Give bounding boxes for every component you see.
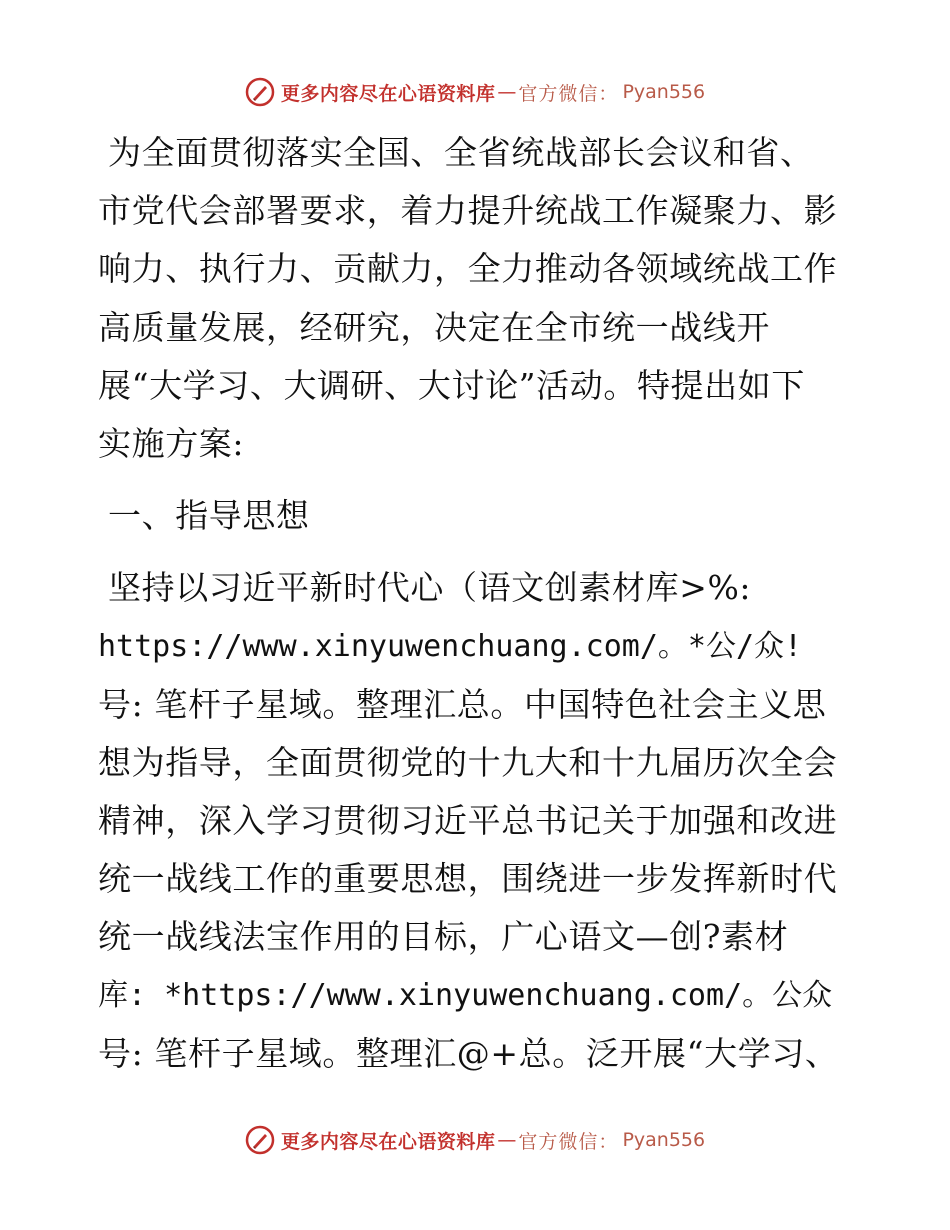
- paragraph1-line-5: 展“大学习、大调研、大讨论”活动。特提出如下: [98, 365, 805, 405]
- paragraph2-line-8: 库: *https://www.xinyuwenchuang.com/。公众: [98, 977, 833, 1013]
- paragraph1-line-1: 为全面贯彻落实全国、全省统战部长会议和省、: [108, 133, 814, 172]
- paragraph2-line-9: 号: 笔杆子星域。整理汇@+总。泛开展“大学习、: [98, 1033, 839, 1073]
- pen-logo-icon: [245, 1125, 275, 1155]
- watermark-dash: —: [497, 81, 517, 103]
- watermark-header: [0, 72, 950, 112]
- paragraph2-line-4: 想为指导，全面贯彻党的十九大和十九届历次全会: [98, 742, 838, 782]
- watermark-main-text: 更多内容尽在心语资料库: [280, 1130, 496, 1153]
- paragraph1-line-2: 市党代会部署要求，着力提升统战工作凝聚力、影: [98, 191, 838, 231]
- paragraph2-line-3: 号: 笔杆子星域。整理汇总。中国特色社会主义思: [98, 684, 827, 724]
- section-heading-guiding-ideology: 一、指导思想: [108, 496, 310, 536]
- paragraph2-line-7: 统一战线法宝作用的目标，广心语文—创?素材: [98, 917, 789, 957]
- watermark-wechat-id: Pyan556: [622, 1129, 706, 1151]
- paragraph1-line-4: 高质量发展，经研究，决定在全市统一战线开: [98, 307, 770, 347]
- watermark-official-text: 官方微信：: [518, 1130, 619, 1153]
- paragraph2-line-1: 坚持以习近平新时代心（语文创素材库>%:: [108, 568, 752, 608]
- watermark-wechat-id: Pyan556: [622, 81, 706, 103]
- pen-logo-icon: [245, 77, 275, 107]
- paragraph2-line-5: 精神，深入学习贯彻习近平总书记关于加强和改进: [98, 801, 838, 841]
- watermark-official-text: 官方微信：: [518, 82, 619, 105]
- watermark-footer: [0, 1120, 950, 1160]
- watermark-main-text: 更多内容尽在心语资料库: [280, 82, 496, 105]
- document-body: [98, 124, 858, 1083]
- paragraph2-line-6: 统一战线工作的重要思想，围绕进一步发挥新时代: [98, 859, 838, 899]
- paragraph1-line-6: 实施方案:: [98, 423, 245, 463]
- watermark-dash: —: [497, 1129, 517, 1151]
- paragraph1-line-3: 响力、执行力、贡献力，全力推动各领域统战工作: [98, 249, 838, 289]
- paragraph2-line-2: https://www.xinyuwenchuang.com/。*公/众!: [98, 628, 803, 664]
